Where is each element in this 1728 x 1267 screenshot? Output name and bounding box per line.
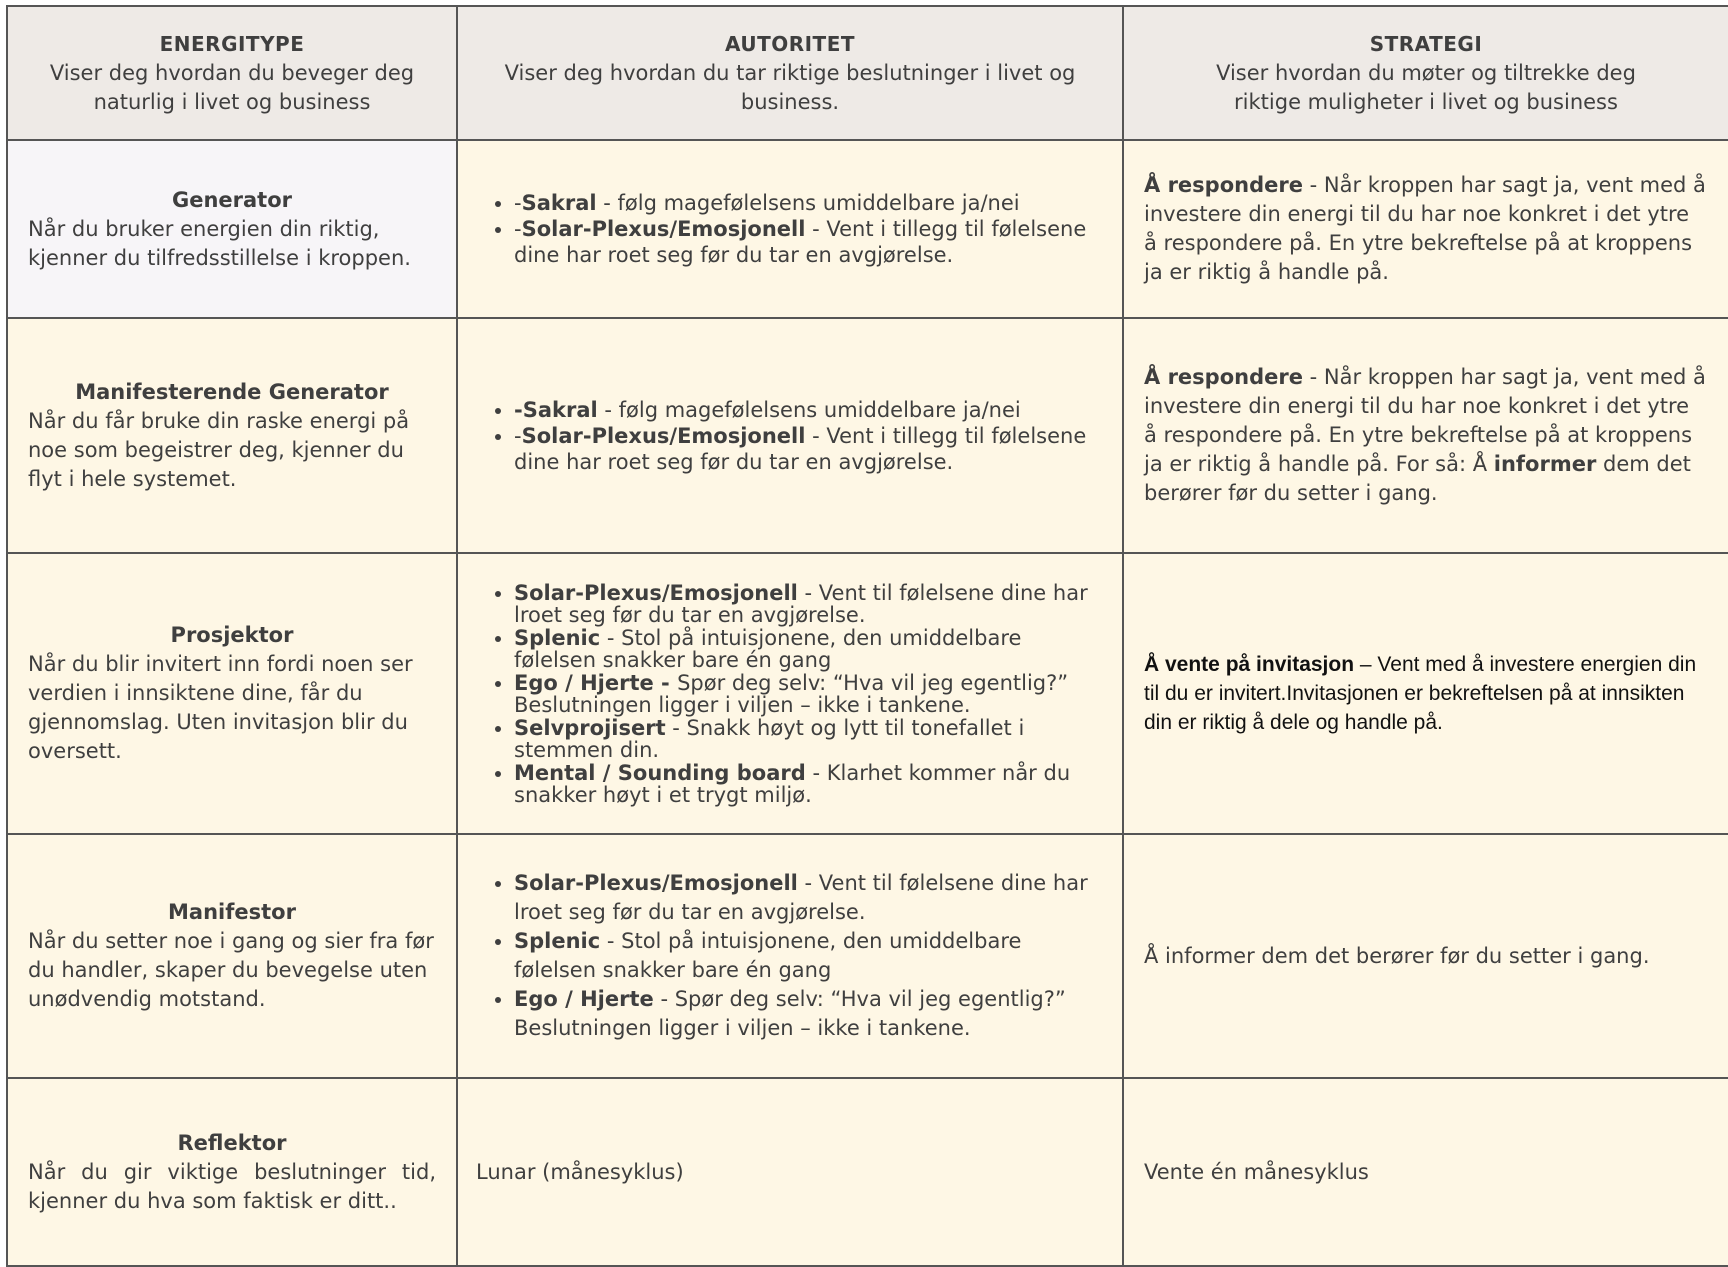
type-name: Generator [171, 187, 293, 212]
strategy-text: Å informer dem det berører før du setter i gang. [1144, 943, 1650, 968]
authority-item [514, 762, 1100, 806]
authority-item [514, 190, 1100, 216]
type-name: Prosjektor [170, 623, 294, 647]
authority-text: - følg magefølelsens umiddelbare ja/nei [596, 191, 1020, 215]
type-cell [7, 553, 457, 834]
type-cell [7, 834, 457, 1078]
table-row-reflektor [7, 1078, 1728, 1266]
header-strategi-title: STRATEGI [1369, 31, 1483, 56]
authority-cell [457, 140, 1123, 318]
authority-term: Mental / Sounding board [514, 760, 806, 785]
authority-item [514, 927, 1100, 985]
authority-item [514, 627, 1100, 671]
table-row-generator [7, 140, 1728, 318]
authority-prefix: - [514, 191, 522, 215]
strategy-cell [1123, 1078, 1728, 1266]
authority-term: Solar-Plexus/Emosjonell [514, 580, 798, 605]
authority-text: - Stol på intuisjonene, den umiddelbare følelsen snakker bare én gang [514, 929, 1022, 982]
table-row-prosjektor [7, 553, 1728, 834]
authority-cell [457, 318, 1123, 553]
strategy-cell [1123, 140, 1728, 318]
authority-item [514, 672, 1100, 716]
header-energitype-subtitle: Viser deg hvordan du beveger deg naturlig i livet og business [49, 60, 415, 114]
authority-text: - Spør deg selv: “Hva vil jeg egentlig?” Beslutningen ligger i viljen – ikke i tankene. [514, 987, 1066, 1040]
strategy-cell [1123, 834, 1728, 1078]
type-description: Når du gir viktige beslutninger tid, kjenner du hva som faktisk er ditt.. [28, 1159, 436, 1213]
strategy-term: Å vente på invitasjon [1144, 653, 1355, 676]
authority-item [514, 216, 1100, 268]
strategy-text-block [1144, 650, 1708, 737]
type-description: Når du bruker energien din riktig, kjenner du tilfredsstillelse i kroppen. [28, 216, 411, 270]
header-row [7, 6, 1728, 140]
table-row-manifestor [7, 834, 1728, 1078]
authority-prefix: - [514, 423, 522, 448]
authority-list [488, 397, 1100, 475]
type-description: Når du setter noe i gang og sier fra før du handler, skaper du bevegelse uten unødvendig motstand. [28, 929, 434, 1011]
header-autoritet [457, 6, 1123, 140]
authority-item [514, 985, 1100, 1043]
header-strategi [1123, 6, 1728, 140]
authority-term: Solar-Plexus/Emosjonell [514, 871, 798, 895]
type-cell [7, 1078, 457, 1266]
header-strategi-subtitle: Viser hvordan du møter og tiltrekke deg riktige muligheter i livet og business [1216, 60, 1636, 114]
authority-term: Solar-Plexus/Emosjonell [521, 423, 806, 448]
header-energitype-title: ENERGITYPE [159, 31, 305, 56]
type-description: Når du blir invitert inn fordi noen ser verdien i innsiktene dine, får du gjennomslag. Uten invitasjon blir du oversett. [28, 652, 413, 763]
authority-text: - følg magefølelsens umiddelbare ja/nei [597, 397, 1021, 422]
authority-text: - Snakk høyt og lytt til tonefallet i stemmen din. [514, 715, 1025, 762]
strategy-text: – Vent med å investere energien din til du er invitert.Invitasjonen er bekreftelsen på at innsikten din er riktig å dele og handle på. [1144, 653, 1697, 734]
authority-item [514, 869, 1100, 927]
type-name: Manifestor [168, 900, 296, 924]
strategy-term: Å respondere [1144, 365, 1303, 389]
authority-term: Ego / Hjerte [514, 987, 654, 1011]
authority-item [514, 423, 1100, 475]
strategy-text: - Når kroppen har sagt ja, vent med å investere din energi til du har noe konkret i det ytre å respondere på. En ytre bekreftelse på at kroppens ja er riktig å handle på. [1144, 173, 1706, 284]
header-autoritet-subtitle: Viser deg hvordan du tar riktige beslutninger i livet og business. [504, 60, 1076, 114]
strategy-term: Å respondere [1144, 173, 1303, 197]
authority-text: - Vent til følelsene dine har lroet seg før du tar en avgjørelse. [514, 580, 1088, 627]
strategy-cell [1123, 553, 1728, 834]
authority-list [488, 190, 1100, 268]
authority-list [488, 869, 1100, 1043]
authority-term: Solar-Plexus/Emosjonell [521, 217, 806, 241]
authority-cell [457, 834, 1123, 1078]
table-row-manifesterende-generator [7, 318, 1728, 553]
header-autoritet-title: AUTORITET [724, 31, 856, 56]
authority-text: - Vent til følelsene dine har lroet seg før du tar en avgjørelse. [514, 871, 1088, 924]
type-description: Når du får bruke din raske energi på noe som begeistrer deg, kjenner du flyt i hele systemet. [28, 408, 410, 491]
authority-term: Splenic [514, 625, 601, 650]
authority-term: Sakral [521, 191, 597, 215]
authority-cell [457, 1078, 1123, 1266]
authority-prefix: - [514, 217, 522, 241]
authority-item [514, 397, 1100, 423]
strategy-cell [1123, 318, 1728, 553]
authority-term: -Sakral [514, 397, 598, 422]
authority-text: Lunar (månesyklus) [476, 1160, 684, 1184]
authority-text: - Vent i tillegg til følelsene dine har roet seg før du tar en avgjørelse. [514, 423, 1087, 474]
strategy-text: - Når kroppen har sagt ja, vent med å investere din energi til du har noe konkret i det ytre å respondere på. En ytre bekreftelse på at kroppens ja er riktig å handle på. For så: Å [1144, 365, 1706, 476]
authority-cell [457, 553, 1123, 834]
strategy-term-2: informer [1493, 452, 1597, 476]
header-energitype [7, 6, 457, 140]
type-name: Manifesterende Generator [75, 379, 389, 404]
authority-item [514, 582, 1100, 626]
authority-text: - Stol på intuisjonene, den umiddelbare følelsen snakker bare én gang [514, 625, 1022, 672]
type-cell [7, 318, 457, 553]
authority-text: Spør deg selv: “Hva vil jeg egentlig?” Beslutningen ligger i viljen – ikke i tankene. [514, 670, 1069, 717]
strategy-text: Vente én månesyklus [1144, 1159, 1369, 1184]
authority-text: - Klarhet kommer når du snakker høyt i et trygt miljø. [514, 760, 1071, 807]
strategy-text-2: dem det berører før du setter i gang. [1144, 452, 1691, 505]
authority-list [488, 582, 1100, 806]
authority-term: Splenic [514, 929, 601, 953]
authority-text: - Vent i tillegg til følelsene dine har roet seg før du tar en avgjørelse. [514, 217, 1087, 267]
authority-term: Ego / Hjerte - [514, 670, 678, 695]
type-name: Reflektor [177, 1130, 287, 1155]
human-design-table [6, 5, 1728, 1267]
authority-item [514, 717, 1100, 761]
authority-term: Selvprojisert [514, 715, 666, 740]
type-cell [7, 140, 457, 318]
